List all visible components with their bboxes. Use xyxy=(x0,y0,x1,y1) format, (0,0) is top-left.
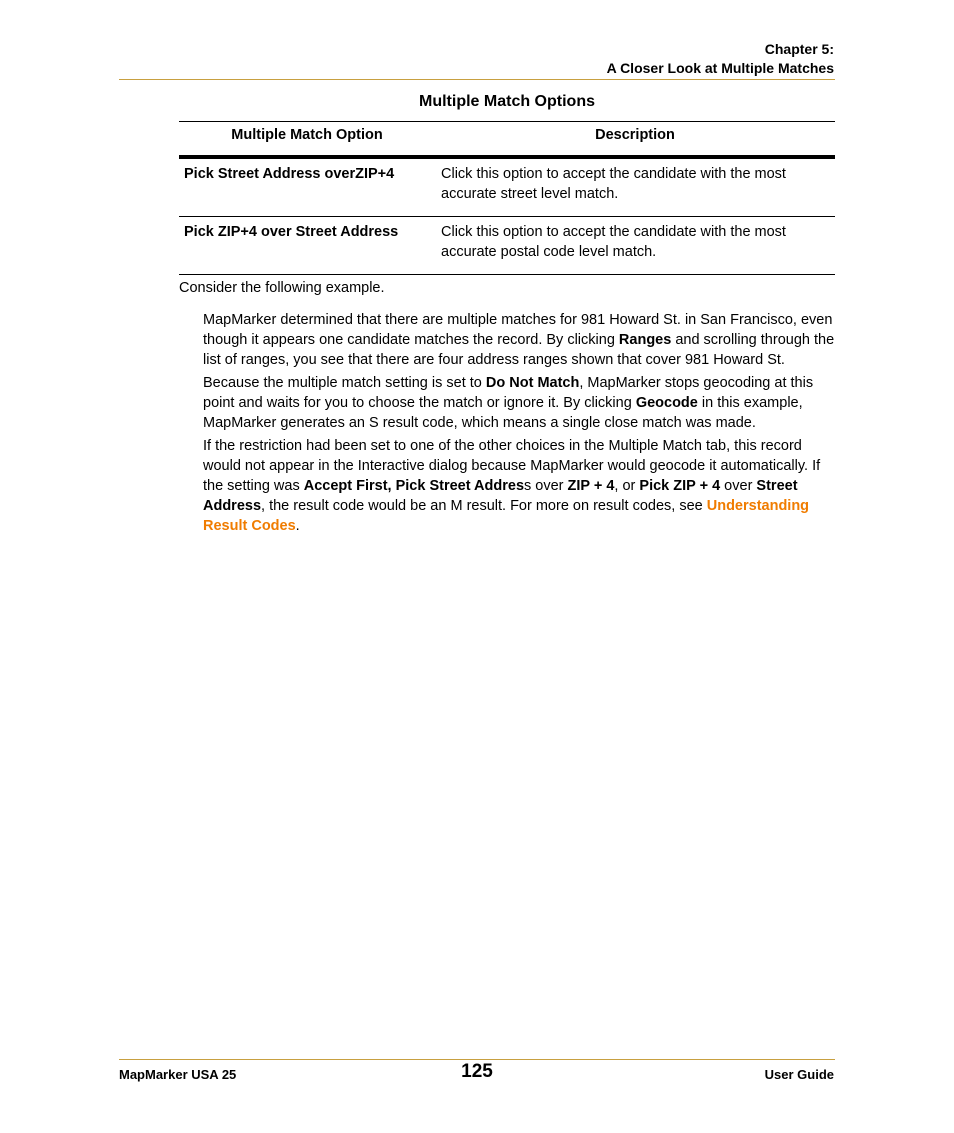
example-paragraph-3 xyxy=(203,436,835,536)
table-row xyxy=(179,217,835,275)
ui-term-street-address: Street Address xyxy=(203,478,798,514)
description-cell: Click this option to accept the candidate with the most accurate postal code level match. xyxy=(435,217,835,275)
ui-term-pick-zip4: Pick ZIP + 4 xyxy=(639,478,721,494)
description-cell: Click this option to accept the candidate with the most accurate street level match. xyxy=(435,157,835,217)
text-run: over xyxy=(720,478,757,494)
ui-term-geocode: Geocode xyxy=(635,395,698,411)
section-title: A Closer Look at Multiple Matches xyxy=(606,60,834,76)
text-run: . xyxy=(295,518,300,534)
example-body xyxy=(203,310,835,539)
text-run: in this example, MapMarker generates an S result code, which means a single close match was made. xyxy=(203,395,803,431)
footer-guide: User Guide xyxy=(764,1067,834,1082)
text-run: MapMarker determined that there are multiple matches for 981 Howard St. in San Francisco, even though it appears one candidate matches the record. By clicking xyxy=(203,312,833,348)
text-run: , or xyxy=(614,478,640,494)
example-paragraph-1 xyxy=(203,310,835,370)
page-number: 125 xyxy=(461,1061,493,1082)
text-run: , the result code would be an M result. For more on result codes, see xyxy=(261,498,707,514)
text-run: , MapMarker stops geocoding at this point and waits for you to choose the match or ignore it. By clicking xyxy=(203,375,814,411)
column-header-option: Multiple Match Option xyxy=(179,122,435,158)
running-header xyxy=(607,40,834,78)
text-run: and scrolling through the list of ranges, you see that there are four address ranges shown that cover 981 Howard St. xyxy=(203,332,835,368)
multiple-match-options-table xyxy=(179,121,835,275)
example-paragraph-2 xyxy=(203,373,835,433)
option-cell: Pick Street Address overZIP+4 xyxy=(179,157,435,217)
ui-term-zip4: ZIP + 4 xyxy=(567,478,615,494)
understanding-result-codes-link[interactable]: Understanding Result Codes xyxy=(203,498,810,534)
text-run: Because the multiple match setting is set to xyxy=(203,375,486,391)
ui-term-accept-first: Accept First, Pick Street Addres xyxy=(303,478,525,494)
chapter-label: Chapter 5: xyxy=(764,41,834,57)
intro-paragraph: Consider the following example. xyxy=(179,280,385,296)
header-rule xyxy=(119,79,835,80)
text-run: s over xyxy=(524,478,568,494)
column-header-description: Description xyxy=(435,122,835,158)
ui-term-do-not-match: Do Not Match xyxy=(485,375,580,391)
table-row xyxy=(179,157,835,217)
table-header-row xyxy=(179,122,835,158)
text-run: If the restriction had been set to one of the other choices in the Multiple Match tab, this record would not appear in the Interactive dialog because MapMarker would geocode it automatically. If the setting was xyxy=(203,438,821,494)
footer-product: MapMarker USA 25 xyxy=(119,1067,237,1082)
option-cell: Pick ZIP+4 over Street Address xyxy=(179,217,435,275)
footer-rule xyxy=(119,1059,835,1060)
ui-term-ranges: Ranges xyxy=(618,332,672,348)
table-title: Multiple Match Options xyxy=(419,93,595,110)
